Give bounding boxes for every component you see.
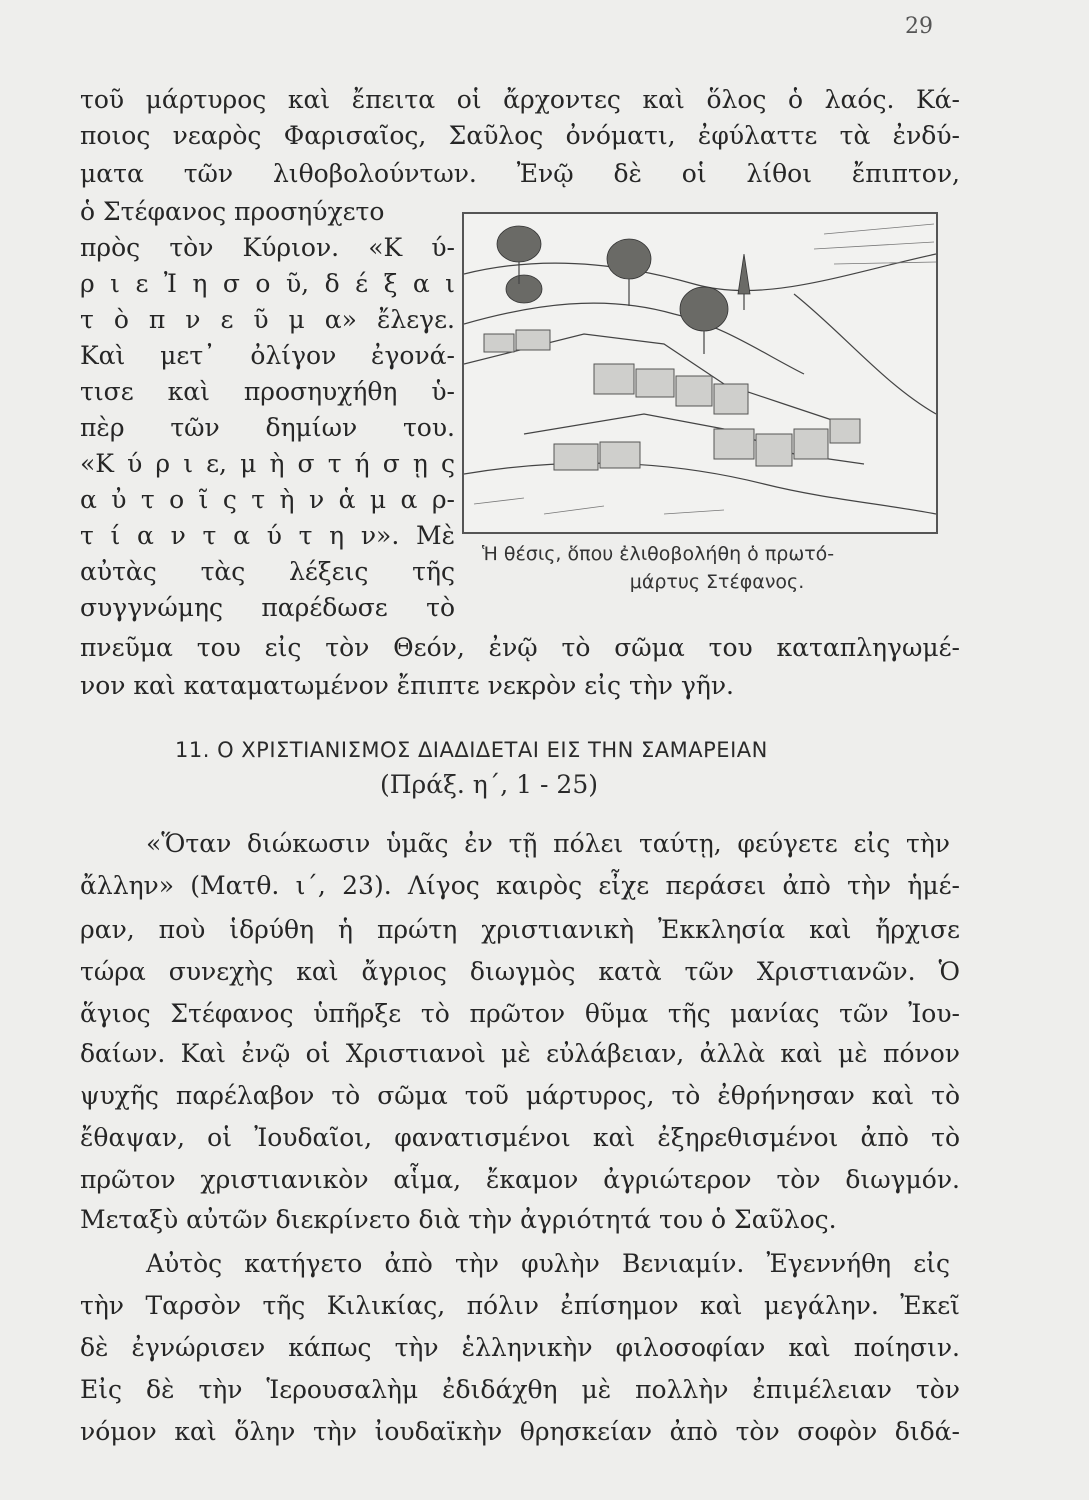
text-line: ἔθαψαν, οἱ Ἰουδαῖοι, φανατισμένοι καὶ ἐξηρεθισμένοι ἀπὸ τὸ [80, 1123, 960, 1152]
text-line: πρὸς τὸν Κύριον. «Κ ύ- [80, 233, 455, 262]
text-line: ματα τῶν λιθοβολούντων. Ἐνῷ δὲ οἱ λίθοι ἔπιπτον, [80, 159, 960, 188]
text-line: συγγνώμης παρέδωσε τὸ [80, 593, 455, 622]
caption-line: μάρτυς Στέφανος. [629, 571, 805, 593]
text-line: Αὐτὸς κατήγετο ἀπὸ τὴν φυλὴν Βενιαμίν. Ἐγεννήθη εἰς [146, 1249, 950, 1278]
text-line: ρ ι ε Ἰ η σ ο ῦ, δ έ ξ α ι [80, 269, 455, 298]
text-line: δὲ ἐγνώρισεν κάπως τὴν ἑλληνικὴν φιλοσοφίαν καὶ ποίησιν. [80, 1333, 960, 1362]
figure-caption [482, 540, 952, 596]
text-line: τώρα συνεχὴς καὶ ἄγριος διωγμὸς κατὰ τῶν Χριστιανῶν. Ὁ [80, 957, 960, 986]
text-line: τοῦ μάρτυρος καὶ ἔπειτα οἱ ἄρχοντες καὶ ὅλος ὁ λαός. Κά- [80, 85, 960, 114]
text-line: Μεταξὺ αὐτῶν διεκρίνετο διὰ τὴν ἀγριότητά του ὁ Σαῦλος. [80, 1205, 837, 1234]
text-line: «Ὅταν διώκωσιν ὑμᾶς ἐν τῇ πόλει ταύτῃ, φεύγετε εἰς τὴν [146, 829, 950, 858]
text-line: ἅγιος Στέφανος ὑπῆρξε τὸ πρῶτον θῦμα τῆς μανίας τῶν Ἰου- [80, 999, 960, 1028]
text-line: πὲρ τῶν δημίων του. [80, 413, 455, 442]
section-reference: (Πράξ. η΄, 1 - 25) [380, 770, 598, 799]
illustration-stoning-site [462, 212, 938, 534]
page-number: 29 [905, 14, 933, 39]
text-line: ποιος νεαρὸς Φαρισαῖος, Σαῦλος ὀνόματι, ἐφύλαττε τὰ ἐνδύ- [80, 121, 960, 150]
text-line: αὐτὰς τὰς λέξεις τῆς [80, 557, 455, 586]
text-line: νον καὶ καταματωμένον ἔπιπτε νεκρὸν εἰς τὴν γῆν. [80, 671, 735, 700]
text-line: α ὐ τ ο ῖ ς τ ὴ ν ἁ μ α ρ- [80, 485, 455, 514]
text-line: ἄλλην» (Ματθ. ι΄, 23). Λίγος καιρὸς εἶχε περάσει ἀπὸ τὴν ἡμέ- [80, 871, 960, 900]
text-line: τ ί α ν τ α ύ τ η ν». Μὲ [80, 521, 455, 550]
text-line: τισε καὶ προσηυχήθη ὑ- [80, 377, 455, 406]
text-line: ψυχῆς παρέλαβον τὸ σῶμα τοῦ μάρτυρος, τὸ ἐθρήνησαν καὶ τὸ [80, 1081, 960, 1110]
text-line: τὴν Ταρσὸν τῆς Κιλικίας, πόλιν ἐπίσημον καὶ μεγάλην. Ἐκεῖ [80, 1291, 960, 1320]
section-title: 11. Ο ΧΡΙΣΤΙΑΝΙΣΜΟΣ ΔΙΑΔΙΔΕΤΑΙ ΕΙΣ ΤΗΝ ΣΑΜΑΡΕΙΑΝ [175, 738, 768, 762]
text-line: Εἰς δὲ τὴν Ἱερουσαλὴμ ἐδιδάχθη μὲ πολλὴν ἐπιμέλειαν τὸν [80, 1375, 960, 1404]
text-line: ὁ Στέφανος προσηύχετο [80, 197, 385, 226]
text-line: πρῶτον χριστιανικὸν αἷμα, ἔκαμον ἀγριώτερον τὸν διωγμόν. [80, 1165, 960, 1194]
text-line: νόμον καὶ ὅλην τὴν ἰουδαϊκὴν θρησκείαν ἀπὸ τὸν σοφὸν διδά- [80, 1417, 960, 1446]
text-line: ραν, ποὺ ἱδρύθη ἡ πρώτη χριστιανικὴ Ἐκκλησία καὶ ἤρχισε [80, 915, 960, 944]
text-line: δαίων. Καὶ ἐνῷ οἱ Χριστιανοὶ μὲ εὐλάβειαν, ἀλλὰ καὶ μὲ πόνον [80, 1039, 960, 1068]
text-line: Καὶ μετ᾽ ὀλίγον ἐγονά- [80, 341, 455, 370]
text-line: «Κ ύ ρ ι ε, μ ὴ σ τ ή σ ῃ ς [80, 449, 455, 478]
landscape-drawing-icon [464, 214, 936, 532]
text-line: τ ὸ π ν ε ῦ μ α» ἔλεγε. [80, 305, 455, 334]
text-line: πνεῦμα του εἰς τὸν Θεόν, ἐνῷ τὸ σῶμα του καταπληγωμέ- [80, 633, 960, 662]
caption-line: Ἡ θέσις, ὅπου ἐλιθοβολήθη ὁ πρωτό- [482, 543, 835, 565]
